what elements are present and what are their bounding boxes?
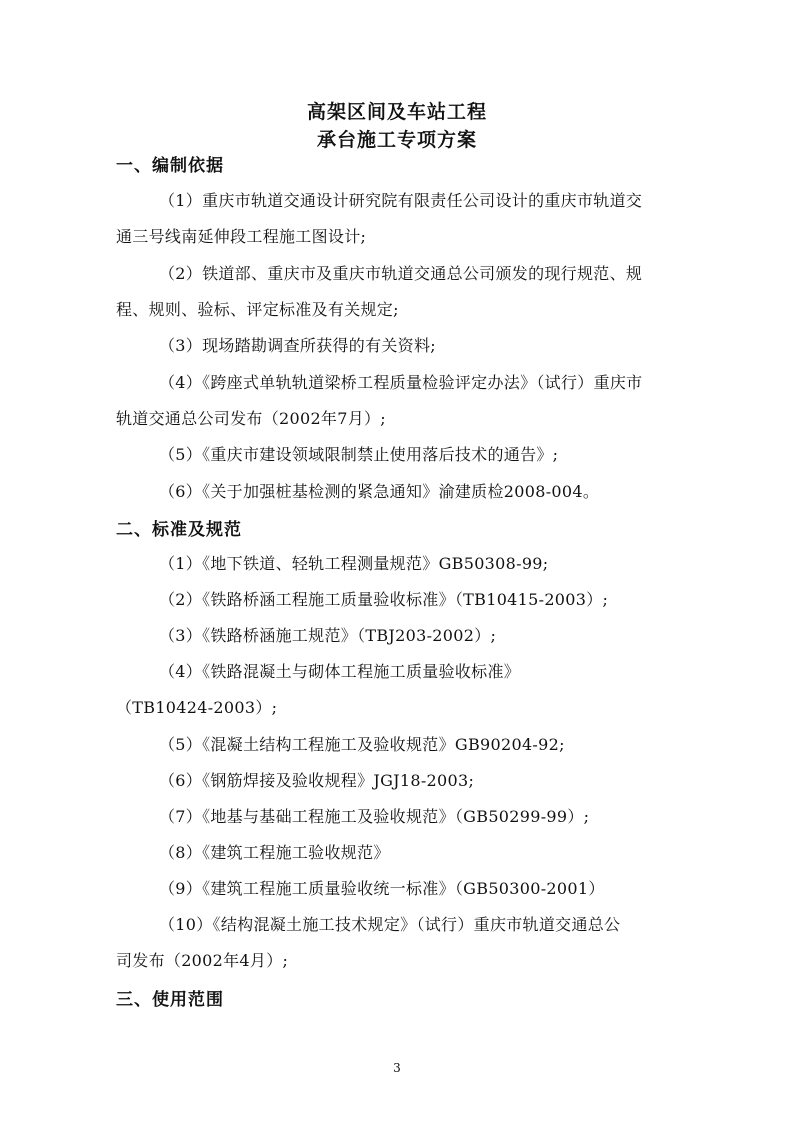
paragraph-line: （10）《结构混凝土施工技术规定》（试行）重庆市轨道交通总公 [159,915,621,934]
section-heading-basis: 一、编制依据 [116,156,224,176]
paragraph-line: （2）铁道部、重庆市及重庆市轨道交通总公司颁发的现行规范、规 [159,264,643,283]
paragraph-line: 轨道交通总公司发布（2002年7月）; [116,409,386,428]
paragraph-line: （5）《混凝土结构工程施工及验收规范》GB90204-92; [159,735,565,754]
document-title-line-2: 承台施工专项方案 [316,129,477,151]
paragraph-line: （4）《铁路混凝土与砌体工程施工质量验收标准》 [159,662,521,681]
paragraph-line: （2）《铁路桥涵工程施工质量验收标准》（TB10415-2003）; [159,590,609,609]
paragraph-line: 司发布（2002年4月）; [116,951,289,970]
paragraph-line: （7）《地基与基础工程施工及验收规范》（GB50299-99）; [159,807,590,826]
page-number: 3 [393,1061,401,1075]
document-title-line-1: 高架区间及车站工程 [306,101,487,123]
paragraph-line: （3）现场踏勘调查所获得的有关资料; [159,336,436,355]
paragraph-line: 通三号线南延伸段工程施工图设计; [116,227,367,246]
paragraph-line: （6）《钢筋焊接及验收规程》JGJ18-2003; [159,771,475,790]
paragraph-line: （8）《建筑工程施工验收规范》 [159,843,390,862]
paragraph-line: （6）《关于加强桩基检测的紧急通知》渝建质检2008-004。 [159,482,600,501]
paragraph-line: 程、规则、验标、评定标准及有关规定; [116,300,399,319]
paragraph-line: （1）重庆市轨道交通设计研究院有限责任公司设计的重庆市轨道交 [159,191,643,210]
section-heading-scope: 三、使用范围 [116,990,224,1010]
paragraph-line: （4）《跨座式单轨轨道梁桥工程质量检验评定办法》（试行）重庆市 [159,373,643,392]
paragraph-line: （3）《铁路桥涵施工规范》（TBJ203-2002）; [159,626,497,645]
paragraph-line: （9）《建筑工程施工质量验收统一标准》（GB50300-2001） [159,879,605,898]
paragraph-line: （5）《重庆市建设领域限制禁止使用落后技术的通告》; [159,445,559,464]
paragraph-line: （TB10424-2003）; [116,698,278,717]
paragraph-line: （1）《地下铁道、轻轨工程测量规范》GB50308-99; [159,554,549,573]
section-heading-standards: 二、标准及规范 [116,520,242,540]
